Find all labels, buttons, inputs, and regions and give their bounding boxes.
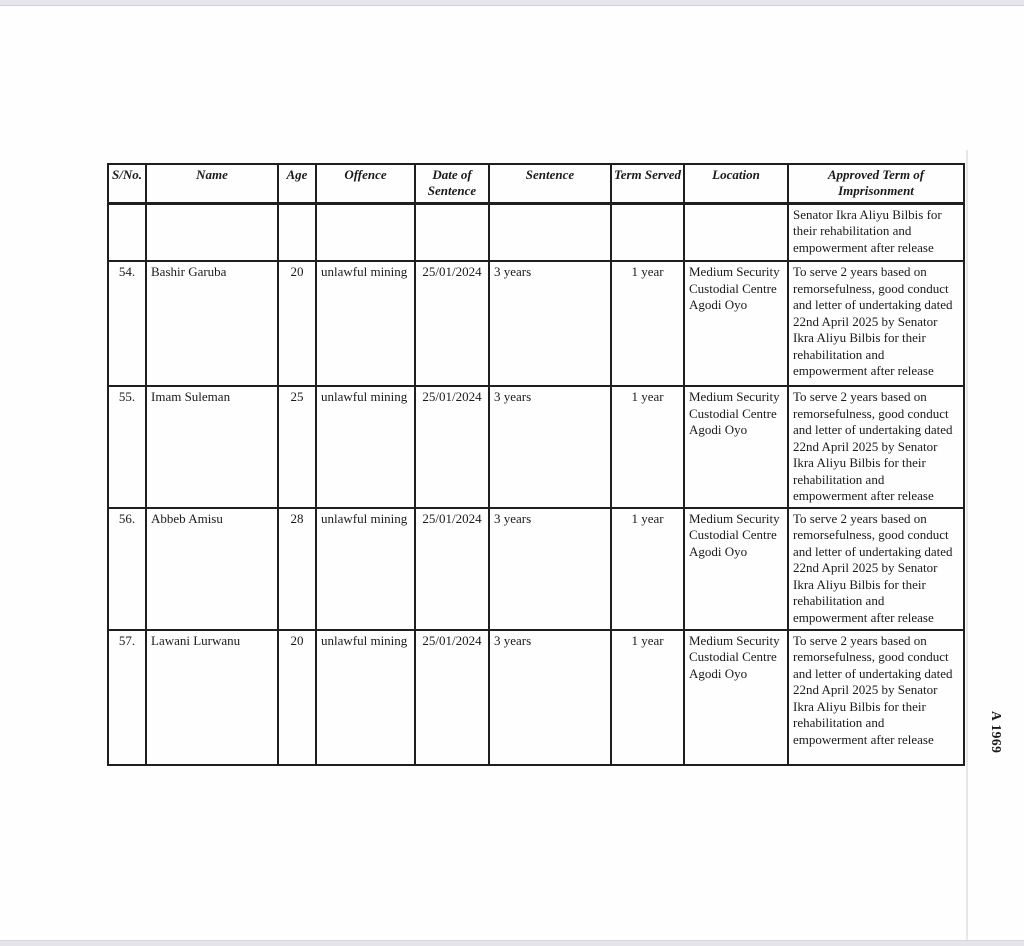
scan-edge-top — [0, 0, 1024, 6]
empty-cell — [146, 203, 278, 261]
scan-edge-bottom — [0, 940, 1024, 946]
age-cell: 20 — [278, 630, 316, 765]
date-of-sentence-cell: 25/01/2024 — [415, 386, 489, 508]
approved-term-cell: Senator Ikra Aliyu Bilbis for their rehabilitation and empowerment after release — [788, 203, 964, 261]
location-cell: Medium Security Custodial Centre Agodi Oyo — [684, 630, 788, 765]
sno-cell: 56. — [108, 508, 146, 630]
location-cell: Medium Security Custodial Centre Agodi Oyo — [684, 508, 788, 630]
term-served-cell: 1 year — [611, 386, 684, 508]
sentence-cell: 3 years — [489, 630, 611, 765]
col-header-age: Age — [278, 164, 316, 203]
approved-term-cell: To serve 2 years based on remorsefulness, good conduct and letter of undertaking dated 22nd April 2025 by Senator Ikra Aliyu Bilbis for their rehabilitation and empowerment after release — [788, 261, 964, 386]
sentence-review-table — [107, 163, 965, 766]
empty-cell — [611, 203, 684, 261]
sentence-cell: 3 years — [489, 261, 611, 386]
date-of-sentence-cell: 25/01/2024 — [415, 630, 489, 765]
col-header-location: Location — [684, 164, 788, 203]
table-header-row — [108, 164, 964, 203]
term-served-cell: 1 year — [611, 630, 684, 765]
name-cell: Abbeb Amisu — [146, 508, 278, 630]
offence-cell: unlawful mining — [316, 630, 415, 765]
empty-cell — [278, 203, 316, 261]
col-header-term-served: Term Served — [611, 164, 684, 203]
col-header-name: Name — [146, 164, 278, 203]
col-header-sentence: Sentence — [489, 164, 611, 203]
sno-cell: 57. — [108, 630, 146, 765]
name-cell: Imam Suleman — [146, 386, 278, 508]
location-cell: Medium Security Custodial Centre Agodi Oyo — [684, 261, 788, 386]
table-row — [108, 508, 964, 630]
empty-cell — [489, 203, 611, 261]
term-served-cell: 1 year — [611, 508, 684, 630]
col-header-sno: S/No. — [108, 164, 146, 203]
offence-cell: unlawful mining — [316, 386, 415, 508]
col-header-offence: Offence — [316, 164, 415, 203]
name-cell: Lawani Lurwanu — [146, 630, 278, 765]
empty-cell — [108, 203, 146, 261]
offence-cell: unlawful mining — [316, 261, 415, 386]
location-cell: Medium Security Custodial Centre Agodi Oyo — [684, 386, 788, 508]
col-header-date-of-sentence: Date of Sentence — [415, 164, 489, 203]
approved-term-cell: To serve 2 years based on remorsefulness, good conduct and letter of undertaking dated 22nd April 2025 by Senator Ikra Aliyu Bilbis for their rehabilitation and empowerment after release — [788, 386, 964, 508]
sentence-cell: 3 years — [489, 508, 611, 630]
table-row — [108, 261, 964, 386]
empty-cell — [415, 203, 489, 261]
date-of-sentence-cell: 25/01/2024 — [415, 261, 489, 386]
age-cell: 20 — [278, 261, 316, 386]
approved-term-cell: To serve 2 years based on remorsefulness, good conduct and letter of undertaking dated 22nd April 2025 by Senator Ikra Aliyu Bilbis for their rehabilitation and empowerment after release — [788, 630, 964, 765]
term-served-cell: 1 year — [611, 261, 684, 386]
approved-term-cell: To serve 2 years based on remorsefulness, good conduct and letter of undertaking dated 22nd April 2025 by Senator Ikra Aliyu Bilbis for their rehabilitation and empowerment after release — [788, 508, 964, 630]
sno-cell: 54. — [108, 261, 146, 386]
sentence-cell: 3 years — [489, 386, 611, 508]
page-side-label: A 1969 — [989, 711, 1004, 754]
col-header-approved-term: Approved Term of Imprisonment — [788, 164, 964, 203]
offence-cell: unlawful mining — [316, 508, 415, 630]
empty-cell — [316, 203, 415, 261]
age-cell: 28 — [278, 508, 316, 630]
name-cell: Bashir Garuba — [146, 261, 278, 386]
table-row — [108, 386, 964, 508]
table-row — [108, 630, 964, 765]
age-cell: 25 — [278, 386, 316, 508]
table-row-carryover — [108, 203, 964, 261]
sno-cell: 55. — [108, 386, 146, 508]
scan-edge-right — [966, 150, 968, 941]
date-of-sentence-cell: 25/01/2024 — [415, 508, 489, 630]
empty-cell — [684, 203, 788, 261]
